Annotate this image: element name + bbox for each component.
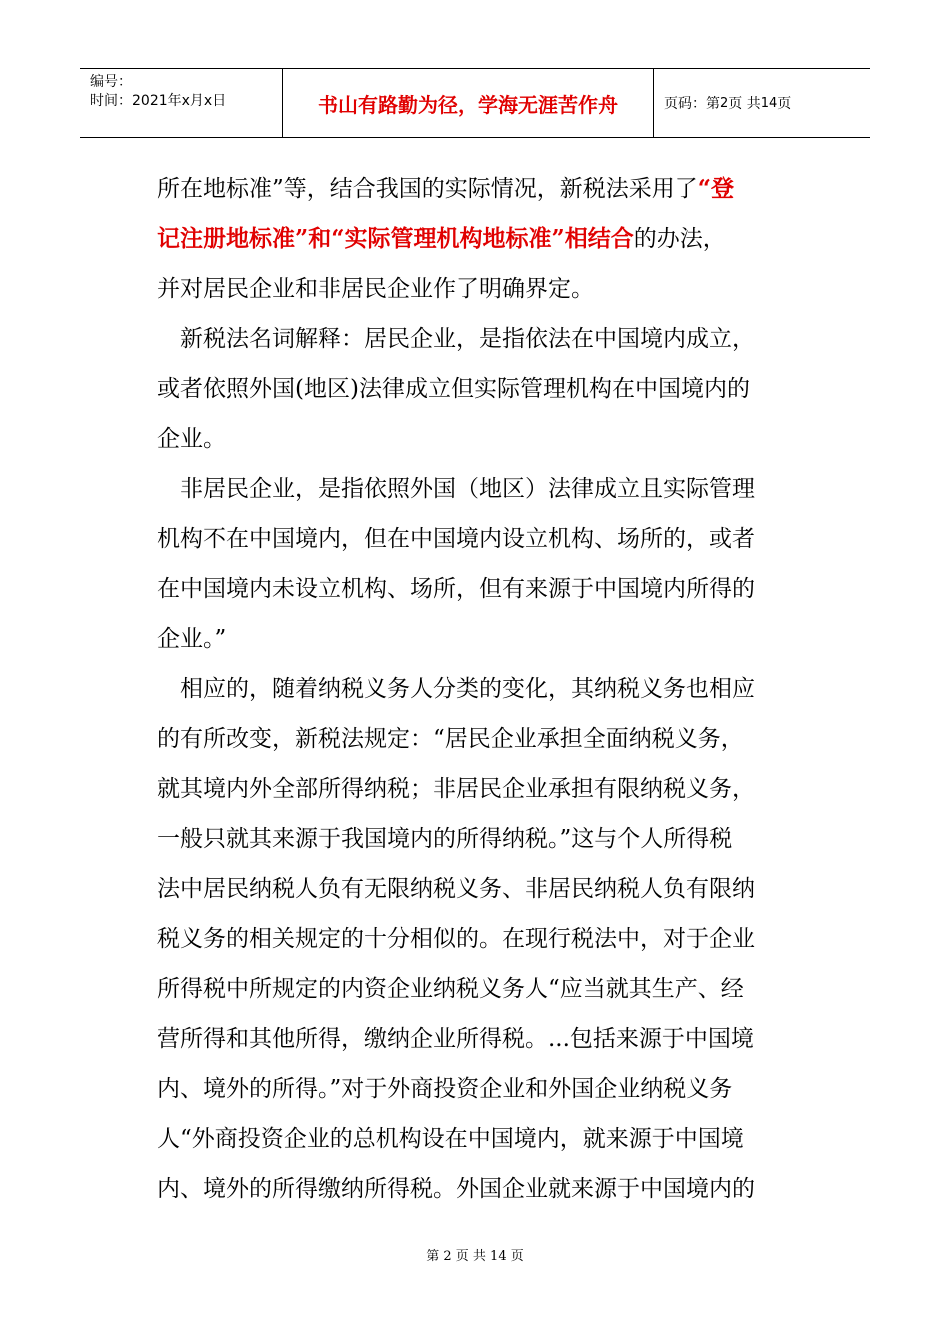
text-segment: 相应的，随着纳税义务人分类的变化，其纳税义务也相应 (157, 676, 755, 702)
text-line (157, 464, 797, 514)
header-motto: 书山有路勤为径，学海无涯苦作舟 (282, 69, 654, 137)
text-segment: 一般只就其来源于我国境内的所得纳税。”这与个人所得税 (157, 826, 733, 852)
text-segment: 法中居民纳税人负有无限纳税义务、非居民纳税人负有限纳 (157, 876, 755, 902)
text-line (157, 814, 797, 864)
text-segment: 内、境外的所得缴纳所得税。外国企业就来源于中国境内的 (157, 1176, 755, 1202)
text-segment: 人“外商投资企业的总机构设在中国境内，就来源于中国境 (157, 1126, 744, 1152)
text-segment: 在中国境内未设立机构、场所，但有来源于中国境内所得的 (157, 576, 755, 602)
text-segment: 的有所改变，新税法规定：“居民企业承担全面纳税义务， (157, 726, 744, 752)
text-line (157, 314, 797, 364)
text-segment: 所在地标准”等，结合我国的实际情况，新税法采用了 (157, 176, 698, 202)
text-segment: 或者依照外国(地区)法律成立但实际管理机构在中国境内的 (157, 376, 750, 402)
text-line (157, 1114, 797, 1164)
text-segment: 机构不在中国境内，但在中国境内设立机构、场所的，或者 (157, 526, 755, 552)
text-segment: 营所得和其他所得，缴纳企业所得税。...包括来源于中国境 (157, 1026, 754, 1052)
text-segment: 企业。 (157, 426, 226, 452)
text-segment: 就其境内外全部所得纳税；非居民企业承担有限纳税义务， (157, 776, 755, 802)
text-line (157, 214, 797, 264)
page-header (80, 68, 870, 138)
highlighted-text: 记注册地标准”和“实际管理机构地标准”相结合 (157, 225, 634, 252)
text-line (157, 664, 797, 714)
text-line (157, 264, 797, 314)
document-body (157, 164, 797, 1214)
text-line (157, 1164, 797, 1214)
text-segment: 新税法名词解释：居民企业，是指依法在中国境内成立， (157, 326, 755, 352)
text-segment: 并对居民企业和非居民企业作了明确界定。 (157, 276, 594, 302)
code-label: 编号： (90, 74, 132, 90)
text-line (157, 964, 797, 1014)
highlighted-text: “登 (697, 175, 734, 202)
page-prefix: 页码：第 (664, 96, 720, 112)
page-number: 2 (720, 95, 729, 111)
header-page-number (654, 69, 870, 137)
text-line (157, 614, 797, 664)
text-line (157, 564, 797, 614)
text-segment: 的办法， (633, 226, 726, 252)
text-segment: 税义务的相关规定的十分相似的。在现行税法中，对于企业 (157, 926, 755, 952)
text-line (157, 414, 797, 464)
text-line (157, 864, 797, 914)
text-segment: 非居民企业，是指依照外国（地区）法律成立且实际管理 (157, 476, 755, 502)
text-line (157, 1064, 797, 1114)
date-line: 时间：2021年x月x日 (90, 93, 227, 109)
page-suffix: 页 (777, 96, 792, 112)
text-line (157, 164, 797, 214)
text-line (157, 1014, 797, 1064)
text-segment: 企业。” (157, 626, 227, 652)
text-line (157, 914, 797, 964)
page-footer: 第 2 页 共 14 页 (426, 1249, 524, 1264)
text-line (157, 364, 797, 414)
text-line (157, 764, 797, 814)
header-meta (80, 69, 282, 137)
text-segment: 内、境外的所得。”对于外商投资企业和外国企业纳税义务 (157, 1076, 733, 1102)
text-line (157, 514, 797, 564)
text-segment: 所得税中所规定的内资企业纳税义务人“应当就其生产、经 (157, 976, 744, 1002)
text-line (157, 714, 797, 764)
page-mid: 页 共 (728, 96, 761, 112)
page-total: 14 (760, 95, 778, 111)
